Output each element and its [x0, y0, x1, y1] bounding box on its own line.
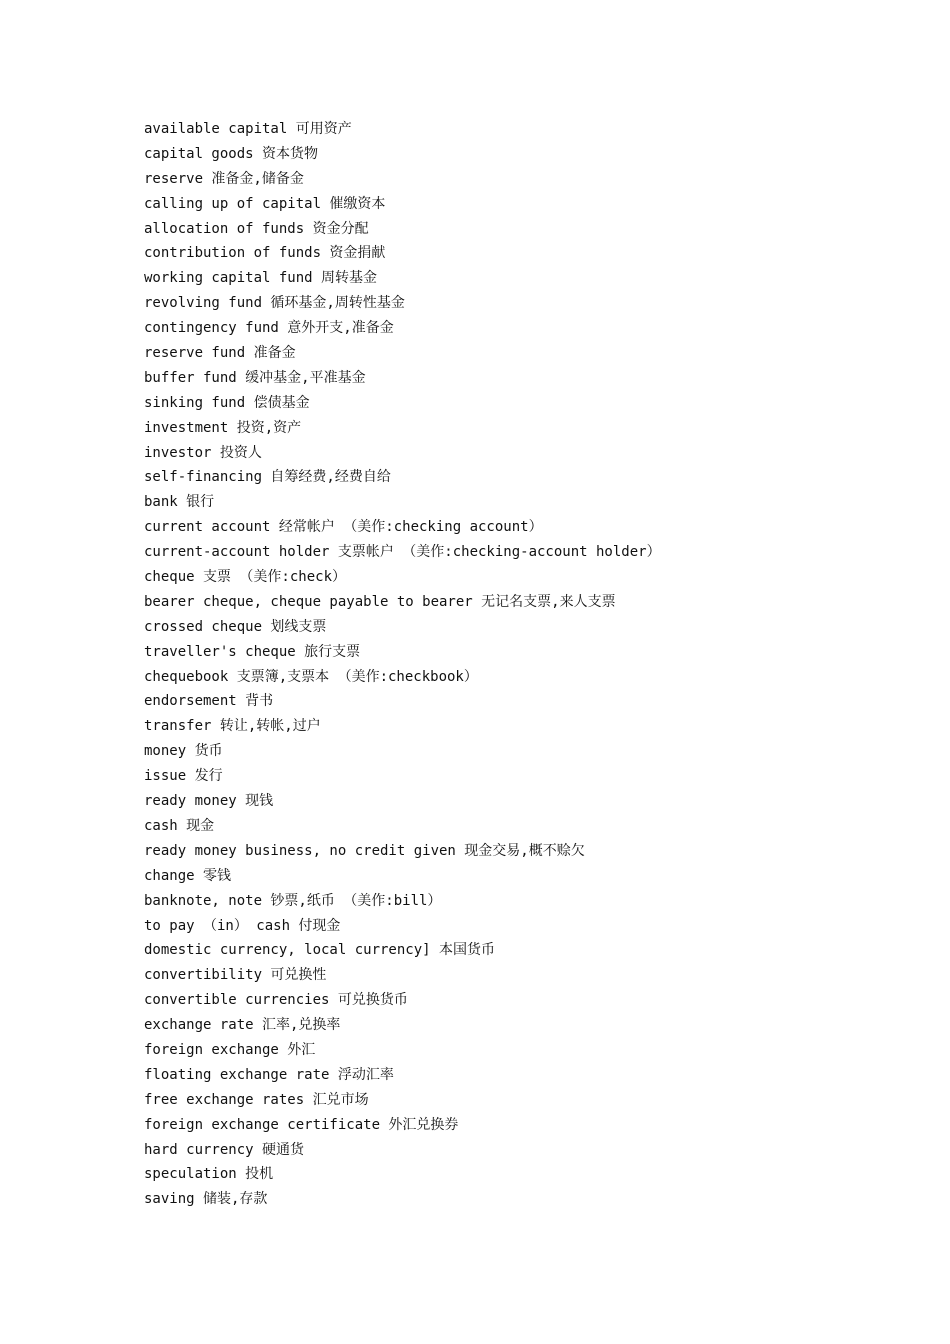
glossary-line: change 零钱 — [144, 867, 232, 884]
glossary-line: contribution of funds 资金捐献 — [144, 245, 386, 262]
glossary-line: reserve 准备金,储备金 — [144, 170, 304, 187]
glossary-line: calling up of capital 催缴资本 — [144, 195, 386, 212]
glossary-line: traveller's cheque 旅行支票 — [144, 643, 361, 660]
glossary-line: free exchange rates 汇兑市场 — [144, 1091, 369, 1108]
glossary-line: available capital 可用资产 — [144, 121, 352, 137]
glossary-line: bank 银行 — [144, 494, 215, 511]
glossary-line: convertibility 可兑换性 — [144, 967, 327, 984]
glossary-line: foreign exchange certificate 外汇兑换券 — [144, 1116, 459, 1133]
glossary-line: transfer 转让,转帐,过户 — [144, 718, 321, 735]
glossary-line: banknote, note 钞票,纸币 （美作:bill） — [144, 892, 442, 909]
glossary-line: contingency fund 意外开支,准备金 — [144, 320, 394, 337]
glossary-line: buffer fund 缓冲基金,平准基金 — [144, 369, 366, 386]
glossary-line: to pay （in） cash 付现金 — [144, 917, 341, 934]
glossary-line: current-account holder 支票帐户 （美作:checking-account holder） — [144, 544, 661, 561]
glossary-line: saving 储装,存款 — [144, 1191, 268, 1208]
glossary-line: investor 投资人 — [144, 444, 262, 461]
glossary-line: current account 经常帐户 （美作:checking account） — [144, 519, 543, 536]
glossary-line: hard currency 硬通货 — [144, 1141, 305, 1158]
glossary-line: ready money business, no credit given 现金交易,概不赊欠 — [144, 842, 585, 859]
glossary-line: self-financing 自筹经费,经费自给 — [144, 469, 391, 486]
glossary-list — [144, 117, 661, 1212]
glossary-line: money 货币 — [144, 743, 223, 760]
glossary-line: chequebook 支票簿,支票本 （美作:checkbook） — [144, 668, 478, 685]
glossary-line: ready money 现钱 — [144, 793, 274, 810]
glossary-line: capital goods 资本货物 — [144, 145, 319, 162]
glossary-line: speculation 投机 — [144, 1166, 274, 1183]
glossary-line: cash 现金 — [144, 817, 215, 834]
glossary-line: revolving fund 循环基金,周转性基金 — [144, 295, 405, 312]
glossary-line: crossed cheque 划线支票 — [144, 618, 327, 635]
glossary-line: reserve fund 准备金 — [144, 345, 296, 362]
glossary-line: endorsement 背书 — [144, 693, 274, 710]
glossary-line: convertible currencies 可兑换货币 — [144, 992, 408, 1009]
glossary-line: investment 投资,资产 — [144, 419, 302, 436]
glossary-line: bearer cheque, cheque payable to bearer 无记名支票,来人支票 — [144, 593, 616, 610]
glossary-line: exchange rate 汇率,兑换率 — [144, 1017, 341, 1034]
glossary-line: floating exchange rate 浮动汇率 — [144, 1066, 394, 1083]
glossary-line: domestic currency, local currency] 本国货币 — [144, 942, 496, 959]
glossary-line: cheque 支票 （美作:check） — [144, 569, 347, 586]
glossary-line: issue 发行 — [144, 768, 223, 785]
glossary-line: working capital fund 周转基金 — [144, 270, 378, 287]
glossary-line: allocation of funds 资金分配 — [144, 220, 369, 237]
glossary-line: foreign exchange 外汇 — [144, 1041, 316, 1058]
glossary-line: sinking fund 偿债基金 — [144, 394, 310, 411]
